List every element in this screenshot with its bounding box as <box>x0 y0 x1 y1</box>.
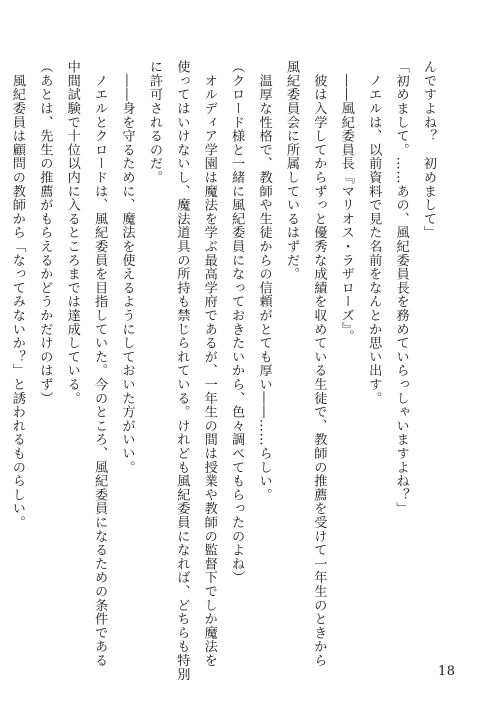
text-line: ノエルとクロードは、風紀委員を目指していた。今のところ、風紀委員になるための条件である <box>92 60 108 668</box>
text-line: ノエルは、以前資料で見た名前をなんとか思い出す。 <box>366 60 382 405</box>
text-line: 「初めまして。……あの、風紀委員長を務めていらっしゃいますよね？」 <box>393 60 409 516</box>
text-line: 風紀委員は顧問の教師から「なってみないか？」と誘われるものらしい。 <box>9 60 25 530</box>
text-line: 使ってはいけないし、魔法道具の所持も禁じられている。けれども風紀委員になれば、どちらも特別 <box>174 60 190 681</box>
page-number: 18 <box>438 664 456 679</box>
text-line: （あとは、先生の推薦がもらえるかどうかだけのはず） <box>37 60 53 405</box>
text-line: んですよね？ 初めまして」 <box>421 60 436 240</box>
text-line: に許可されるのだ。 <box>146 60 162 185</box>
body-text-column <box>0 60 442 681</box>
text-line: 中間試験で十位以内に入るところまでは達成している。 <box>64 60 80 405</box>
text-line: ――身を守るために、魔法を使えるようにしておいた方がいい。 <box>119 60 135 474</box>
text-line: 彼は入学してからずっと優秀な成績を収めている生徒で、教師の推薦を受けて一年生のときから <box>311 60 327 668</box>
text-line <box>0 60 4 635</box>
text-line: ――風紀委員長『マリオス・ラザローズ』。 <box>338 60 354 344</box>
text-line: 温厚な性格で、教師や生徒からの信頼がとても厚い――……らしい。 <box>256 60 272 502</box>
text-line: 風紀委員会に所属しているはずだ。 <box>283 60 299 281</box>
text-line: オルディア学園は魔法を学ぶ最高学府であるが、一年生の間は授業や教師の監督下でしか魔法を <box>201 60 217 668</box>
text-line: （クロード様と一緒に風紀委員になっておきたいから、色々調べてもらったのよね） <box>229 60 245 585</box>
